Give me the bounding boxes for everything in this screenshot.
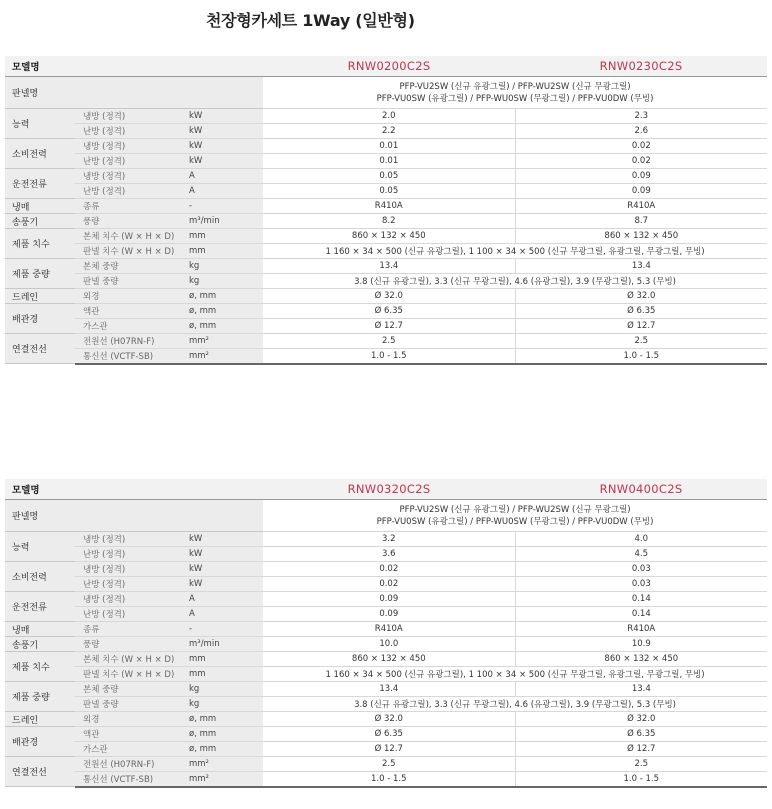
- unit-label: A: [185, 607, 263, 622]
- spec-row: [5, 319, 767, 334]
- unit-label: ø, mm: [185, 319, 263, 334]
- page-title: 천장형카세트 1Way (일반형): [206, 11, 415, 30]
- category-label: 능력: [5, 109, 75, 139]
- spec-value: 8.2: [263, 214, 515, 229]
- spec-value: R410A: [515, 199, 767, 214]
- spec-row: [5, 772, 767, 787]
- spec-value: 13.4: [263, 682, 515, 697]
- spec-value: Ø 6.35: [515, 727, 767, 742]
- spec-value: 0.05: [263, 184, 515, 199]
- spec-value: Ø 32.0: [263, 712, 515, 727]
- unit-label: kW: [185, 154, 263, 169]
- spec-row: [5, 154, 767, 169]
- unit-label: mm: [185, 229, 263, 244]
- spec-value: 4.5: [515, 547, 767, 562]
- spec-value: 0.09: [515, 169, 767, 184]
- unit-label: kW: [185, 139, 263, 154]
- category-label: 제품 치수: [5, 229, 75, 259]
- unit-label: kg: [185, 697, 263, 712]
- category-label: 연결전선: [5, 757, 75, 787]
- item-label: 풍량: [75, 214, 185, 229]
- unit-label: ø, mm: [185, 727, 263, 742]
- spec-value: Ø 12.7: [515, 319, 767, 334]
- category-label: 소비전력: [5, 139, 75, 169]
- spec-value: 2.5: [263, 757, 515, 772]
- spec-row: [5, 259, 767, 274]
- category-label: 드레인: [5, 712, 75, 727]
- spec-value: R410A: [263, 199, 515, 214]
- category-label: 제품 치수: [5, 652, 75, 682]
- category-label: 제품 중량: [5, 259, 75, 289]
- unit-label: ø, mm: [185, 712, 263, 727]
- item-label: 난방 (정격): [75, 577, 185, 592]
- spec-value: 2.5: [515, 757, 767, 772]
- unit-label: m³/min: [185, 214, 263, 229]
- spec-row: [5, 139, 767, 154]
- unit-label: -: [185, 622, 263, 637]
- category-label: 능력: [5, 532, 75, 562]
- spec-row: [5, 214, 767, 229]
- spec-value: Ø 32.0: [515, 289, 767, 304]
- spec-value: 0.05: [263, 169, 515, 184]
- item-label: 본체 중량: [75, 682, 185, 697]
- spec-value: Ø 12.7: [263, 319, 515, 334]
- panel-row: [5, 500, 767, 532]
- spec-row: [5, 124, 767, 139]
- spec-value: 10.9: [515, 637, 767, 652]
- item-label: 냉방 (정격): [75, 562, 185, 577]
- spec-value: 2.2: [263, 124, 515, 139]
- spec-row: [5, 304, 767, 319]
- spec-value: 0.02: [263, 562, 515, 577]
- spec-value: 1.0 - 1.5: [263, 772, 515, 787]
- spec-row: [5, 109, 767, 124]
- spec-value: Ø 6.35: [515, 304, 767, 319]
- unit-label: A: [185, 592, 263, 607]
- spec-value: Ø 12.7: [263, 742, 515, 757]
- spec-row: [5, 592, 767, 607]
- spec-row: [5, 622, 767, 637]
- category-label: 송풍기: [5, 214, 75, 229]
- item-label: 종류: [75, 199, 185, 214]
- spec-value: 2.5: [263, 334, 515, 349]
- spec-value: R410A: [515, 622, 767, 637]
- unit-label: mm²: [185, 772, 263, 787]
- item-label: 냉방 (정격): [75, 109, 185, 124]
- unit-label: mm²: [185, 757, 263, 772]
- item-label: 본체 치수 (W × H × D): [75, 652, 185, 667]
- panel-row: [5, 77, 767, 109]
- panel-names-line: PFP-VU0SW (유광그릴) / PFP-WU0SW (무광그릴) / PFP-VU0DW (무빙): [376, 93, 654, 104]
- spec-value: 860 × 132 × 450: [515, 652, 767, 667]
- spec-value: 2.6: [515, 124, 767, 139]
- model-header-label: 모델명: [5, 479, 263, 500]
- spec-value: 0.09: [515, 184, 767, 199]
- spec-row: [5, 532, 767, 547]
- item-label: 본체 중량: [75, 259, 185, 274]
- category-label: 운전전류: [5, 169, 75, 199]
- item-label: 외경: [75, 712, 185, 727]
- model-header-row: [5, 479, 767, 500]
- spec-value: 1.0 - 1.5: [263, 349, 515, 364]
- unit-label: mm²: [185, 349, 263, 364]
- spec-value: 1.0 - 1.5: [515, 349, 767, 364]
- unit-label: kW: [185, 124, 263, 139]
- unit-label: mm²: [185, 334, 263, 349]
- spec-row: [5, 667, 767, 682]
- category-label: 송풍기: [5, 637, 75, 652]
- item-label: 전원선 (H07RN-F): [75, 334, 185, 349]
- spec-value: 3.6: [263, 547, 515, 562]
- spec-value: 0.01: [263, 154, 515, 169]
- category-label: 드레인: [5, 289, 75, 304]
- unit-label: ø, mm: [185, 742, 263, 757]
- spec-row: [5, 199, 767, 214]
- item-label: 판넬 치수 (W × H × D): [75, 244, 185, 259]
- model-name: RNW0200C2S: [263, 56, 515, 77]
- unit-label: A: [185, 169, 263, 184]
- item-label: 냉방 (정격): [75, 532, 185, 547]
- spec-value: 0.09: [263, 607, 515, 622]
- category-label: 판넬명: [5, 500, 263, 532]
- spec-row: [5, 547, 767, 562]
- spec-value: Ø 32.0: [263, 289, 515, 304]
- spec-value: Ø 6.35: [263, 727, 515, 742]
- panel-names-line: PFP-VU2SW (신규 유광그릴) / PFP-WU2SW (신규 무광그릴): [399, 504, 631, 515]
- spec-value: 2.5: [515, 334, 767, 349]
- spec-value: 8.7: [515, 214, 767, 229]
- spec-value: Ø 6.35: [263, 304, 515, 319]
- item-label: 냉방 (정격): [75, 592, 185, 607]
- panel-names-line: PFP-VU2SW (신규 유광그릴) / PFP-WU2SW (신규 무광그릴): [399, 81, 631, 92]
- item-label: 가스관: [75, 319, 185, 334]
- item-label: 난방 (정격): [75, 124, 185, 139]
- unit-label: kg: [185, 274, 263, 289]
- model-name: RNW0230C2S: [515, 56, 767, 77]
- panel-names: [263, 77, 767, 109]
- spec-value: 4.0: [515, 532, 767, 547]
- unit-label: A: [185, 184, 263, 199]
- category-label: 연결전선: [5, 334, 75, 364]
- unit-label: kW: [185, 109, 263, 124]
- spec-row: [5, 184, 767, 199]
- spec-value: 0.03: [515, 562, 767, 577]
- spec-value: 0.09: [263, 592, 515, 607]
- spec-value: 2.3: [515, 109, 767, 124]
- spec-value: 0.14: [515, 607, 767, 622]
- spec-value: 0.03: [515, 577, 767, 592]
- item-label: 난방 (정격): [75, 154, 185, 169]
- unit-label: mm: [185, 244, 263, 259]
- category-label: 판넬명: [5, 77, 263, 109]
- model-name: RNW0400C2S: [515, 479, 767, 500]
- item-label: 종류: [75, 622, 185, 637]
- unit-label: kW: [185, 562, 263, 577]
- spec-row: [5, 727, 767, 742]
- spec-value: R410A: [263, 622, 515, 637]
- item-label: 냉방 (정격): [75, 169, 185, 184]
- spec-value: Ø 12.7: [515, 742, 767, 757]
- spec-value: 0.14: [515, 592, 767, 607]
- item-label: 외경: [75, 289, 185, 304]
- spec-value: 13.4: [515, 682, 767, 697]
- item-label: 난방 (정격): [75, 184, 185, 199]
- spec-row: [5, 652, 767, 667]
- spec-row: [5, 334, 767, 349]
- spec-table-1: [5, 56, 767, 365]
- spec-value: 0.01: [263, 139, 515, 154]
- item-label: 본체 치수 (W × H × D): [75, 229, 185, 244]
- spec-value: 3.2: [263, 532, 515, 547]
- spec-value: 1 160 × 34 × 500 (신규 유광그릴), 1 100 × 34 × 500 (신규 무광그릴, 유광그릴, 무광그릴, 무빙): [263, 244, 767, 259]
- unit-label: -: [185, 199, 263, 214]
- spec-row: [5, 697, 767, 712]
- category-label: 냉매: [5, 199, 75, 214]
- item-label: 통신선 (VCTF-SB): [75, 772, 185, 787]
- spec-row: [5, 757, 767, 772]
- spec-value: 1 160 × 34 × 500 (신규 유광그릴), 1 100 × 34 × 500 (신규 무광그릴, 유광그릴, 무광그릴, 무빙): [263, 667, 767, 682]
- unit-label: ø, mm: [185, 289, 263, 304]
- spec-row: [5, 712, 767, 727]
- spec-row: [5, 637, 767, 652]
- unit-label: kg: [185, 682, 263, 697]
- category-label: 배관경: [5, 304, 75, 334]
- item-label: 판넬 중량: [75, 274, 185, 289]
- category-label: 냉매: [5, 622, 75, 637]
- spec-value: 13.4: [515, 259, 767, 274]
- spec-value: Ø 32.0: [515, 712, 767, 727]
- panel-names: [263, 500, 767, 532]
- item-label: 액관: [75, 304, 185, 319]
- model-name: RNW0320C2S: [263, 479, 515, 500]
- spec-value: 860 × 132 × 450: [263, 229, 515, 244]
- spec-row: [5, 682, 767, 697]
- spec-value: 0.02: [515, 154, 767, 169]
- unit-label: ø, mm: [185, 304, 263, 319]
- spec-row: [5, 289, 767, 304]
- spec-row: [5, 742, 767, 757]
- unit-label: m³/min: [185, 637, 263, 652]
- category-label: 소비전력: [5, 562, 75, 592]
- unit-label: mm: [185, 652, 263, 667]
- item-label: 난방 (정격): [75, 607, 185, 622]
- model-header-row: [5, 56, 767, 77]
- item-label: 냉방 (정격): [75, 139, 185, 154]
- spec-table-2: [5, 479, 767, 788]
- spec-value: 2.0: [263, 109, 515, 124]
- spec-row: [5, 607, 767, 622]
- item-label: 통신선 (VCTF-SB): [75, 349, 185, 364]
- spec-value: 3.8 (신규 유광그릴), 3.3 (신규 무광그릴), 4.6 (유광그릴), 3.9 (무광그릴), 5.3 (무빙): [263, 697, 767, 712]
- item-label: 전원선 (H07RN-F): [75, 757, 185, 772]
- spec-row: [5, 577, 767, 592]
- spec-value: 1.0 - 1.5: [515, 772, 767, 787]
- item-label: 판넬 중량: [75, 697, 185, 712]
- unit-label: kW: [185, 532, 263, 547]
- item-label: 풍량: [75, 637, 185, 652]
- spec-value: 860 × 132 × 450: [263, 652, 515, 667]
- item-label: 판넬 치수 (W × H × D): [75, 667, 185, 682]
- spec-row: [5, 349, 767, 364]
- item-label: 액관: [75, 727, 185, 742]
- model-header-label: 모델명: [5, 56, 263, 77]
- panel-names-line: PFP-VU0SW (유광그릴) / PFP-WU0SW (무광그릴) / PFP-VU0DW (무빙): [376, 516, 654, 527]
- category-label: 제품 중량: [5, 682, 75, 712]
- unit-label: kg: [185, 259, 263, 274]
- spec-value: 10.0: [263, 637, 515, 652]
- spec-value: 860 × 132 × 450: [515, 229, 767, 244]
- spec-row: [5, 169, 767, 184]
- item-label: 가스관: [75, 742, 185, 757]
- category-label: 배관경: [5, 727, 75, 757]
- spec-row: [5, 244, 767, 259]
- category-label: 운전전류: [5, 592, 75, 622]
- spec-value: 3.8 (신규 유광그릴), 3.3 (신규 무광그릴), 4.6 (유광그릴), 3.9 (무광그릴), 5.3 (무빙): [263, 274, 767, 289]
- spec-value: 0.02: [515, 139, 767, 154]
- spec-value: 13.4: [263, 259, 515, 274]
- spec-row: [5, 274, 767, 289]
- item-label: 난방 (정격): [75, 547, 185, 562]
- spec-row: [5, 229, 767, 244]
- unit-label: kW: [185, 547, 263, 562]
- spec-value: 0.02: [263, 577, 515, 592]
- spec-row: [5, 562, 767, 577]
- unit-label: mm: [185, 667, 263, 682]
- unit-label: kW: [185, 577, 263, 592]
